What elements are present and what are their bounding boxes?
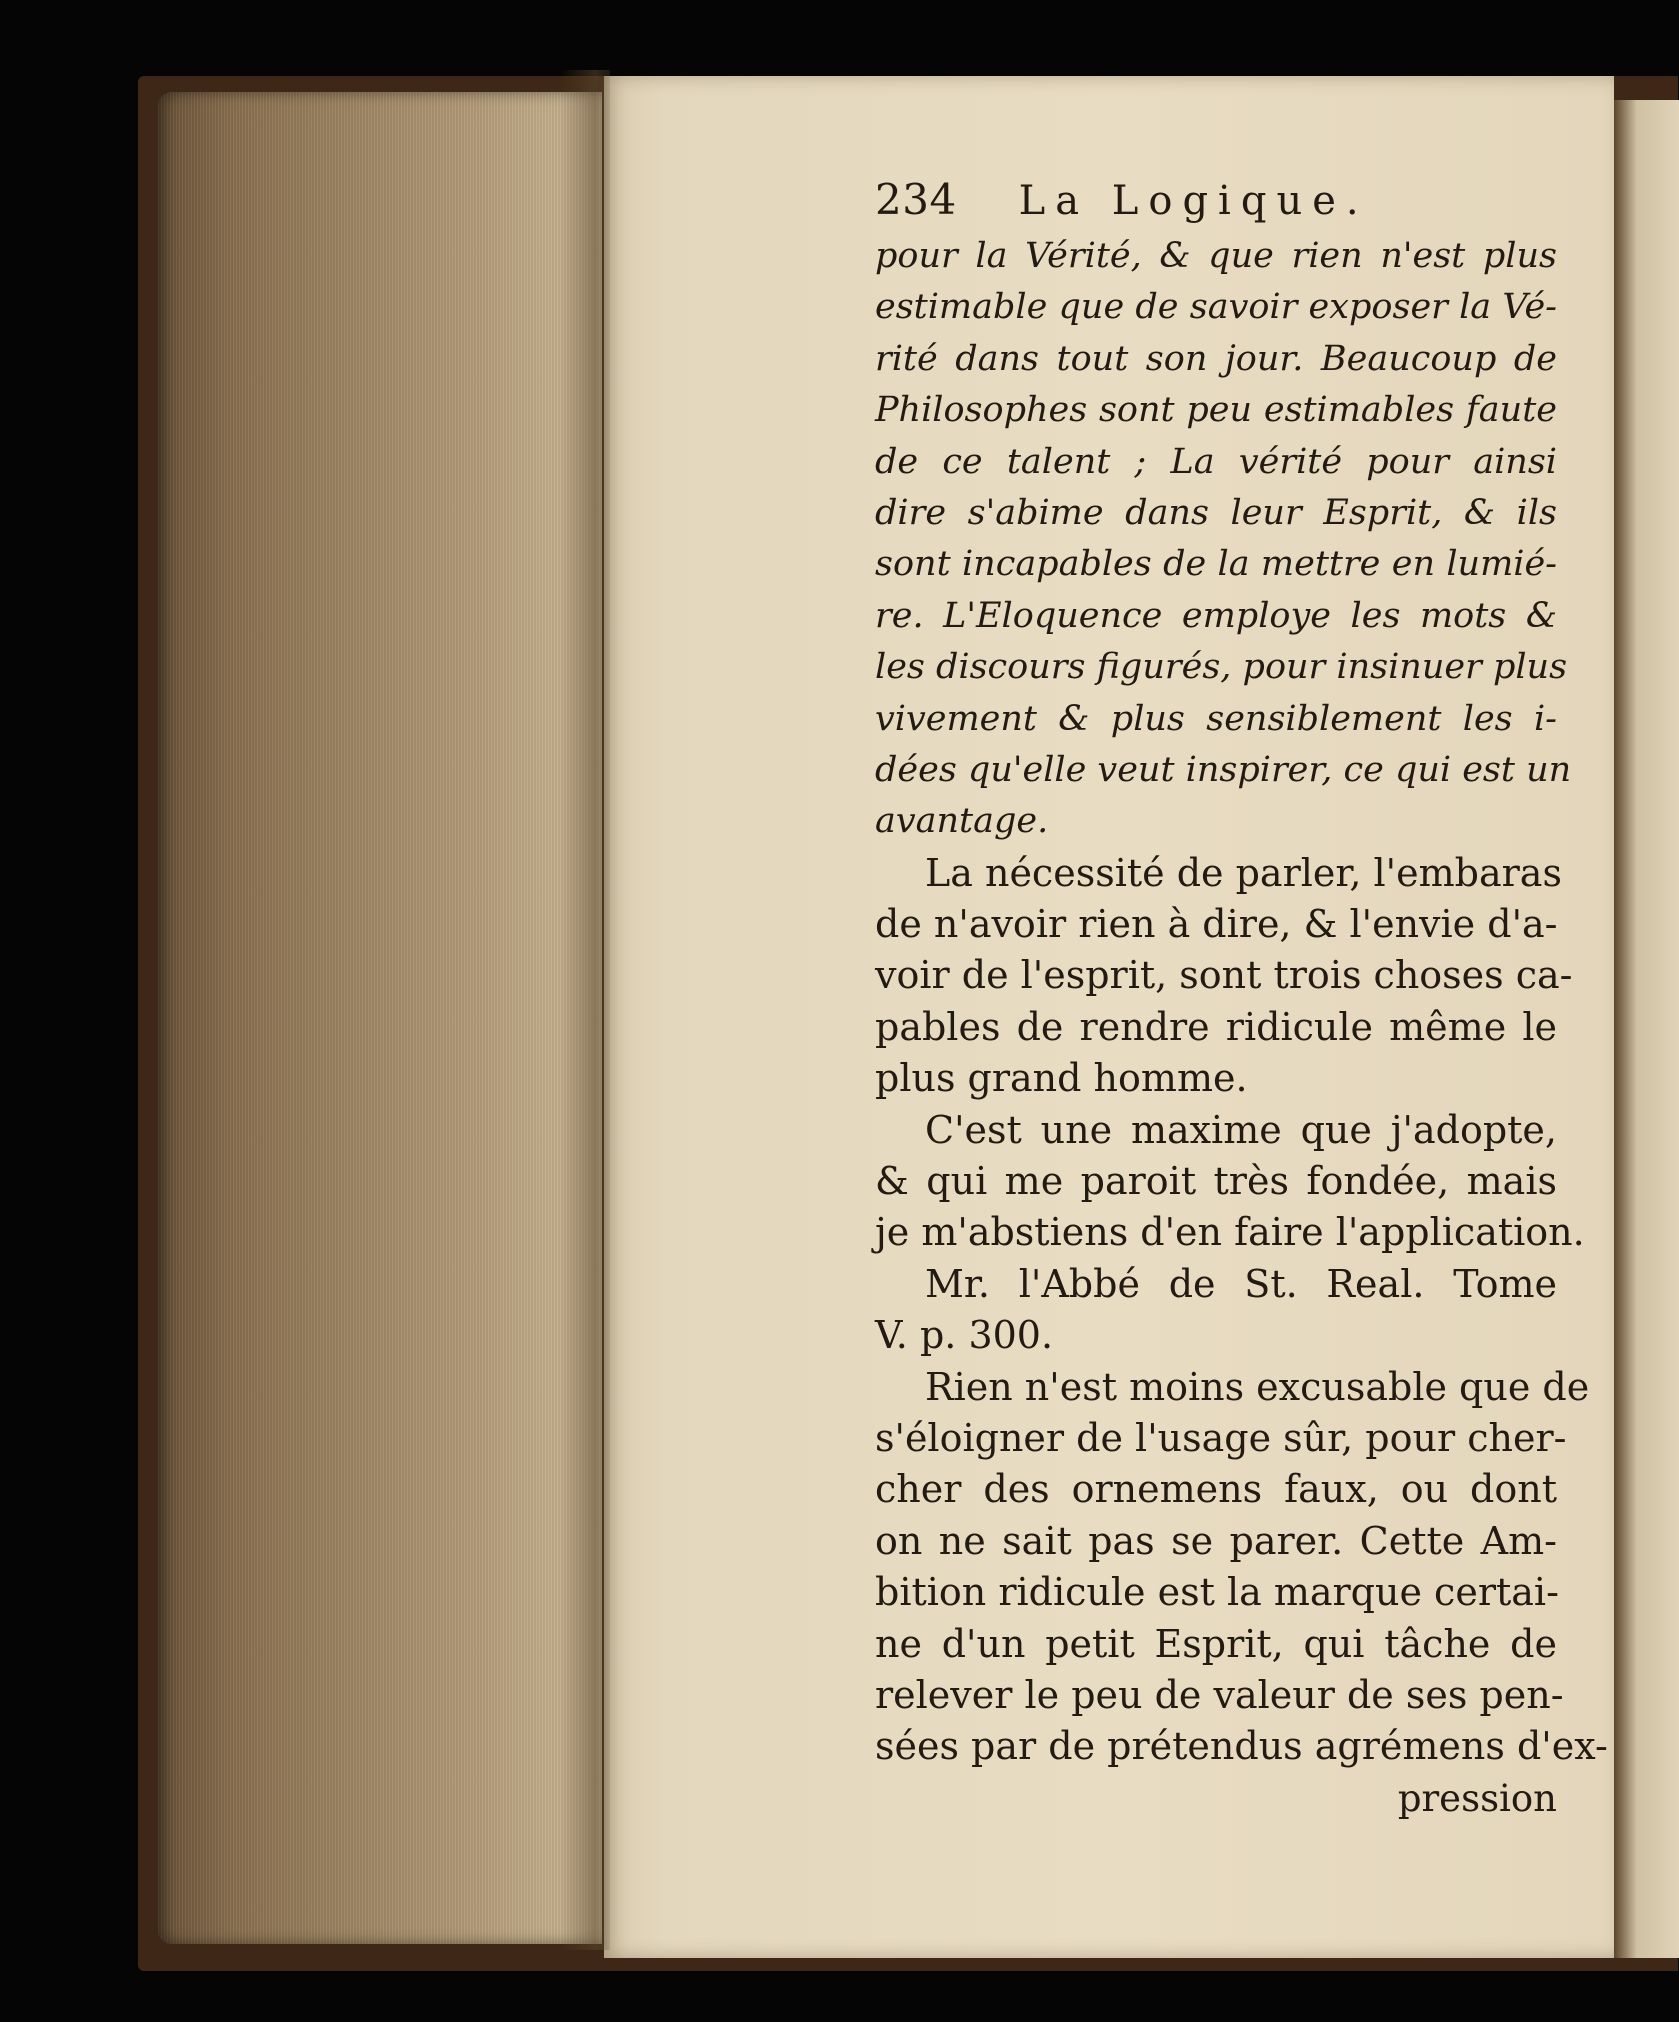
text-line: Philosophes sont peu estimables faute [875, 390, 1557, 431]
text-line: pables de rendre ridicule même le [875, 1004, 1557, 1049]
text-line: s'éloigner de l'usage sûr, pour cher- [875, 1415, 1567, 1460]
paragraph-necessite [875, 848, 1573, 1105]
running-head [875, 175, 1557, 231]
text-line: V. p. 300. [875, 1313, 1054, 1358]
text-line: avantage. [875, 801, 1049, 842]
text-line: Mr. l'Abbé de St. Real. Tome [925, 1261, 1557, 1306]
text-line: cher des ornemens faux, ou dont [875, 1467, 1557, 1512]
text-line: relever le peu de valeur de ses pen- [875, 1672, 1564, 1717]
text-line: rité dans tout son jour. Beaucoup de [875, 338, 1557, 379]
page-text [875, 175, 1608, 1824]
text-line: C'est une maxime que j'adopte, [925, 1107, 1557, 1152]
running-title: La Logique. [1018, 178, 1369, 224]
text-line: dire s'abime dans leur Esprit, & ils [875, 492, 1557, 533]
next-page-edge [1614, 100, 1679, 1958]
text-line: ne d'un petit Esprit, qui tâche de [875, 1621, 1557, 1666]
text-line: voir de l'esprit, sont trois choses ca- [875, 953, 1573, 998]
text-line: vivement & plus sensiblement les i- [875, 698, 1557, 739]
text-line: de ce talent ; La vérité pour ainsi [875, 441, 1557, 482]
text-line: plus grand homme. [875, 1056, 1248, 1101]
paragraph-rien [875, 1362, 1608, 1773]
text-line: re. L'Eloquence employe les mots & [875, 595, 1557, 636]
text-line: sées par de prétendus agrémens d'ex- [875, 1724, 1608, 1769]
page-fore-edge [158, 92, 602, 1944]
catchword: pression [1397, 1776, 1557, 1820]
text-line: bition ridicule est la marque certai- [875, 1570, 1559, 1615]
paragraph-maxime [875, 1105, 1585, 1259]
text-line: Rien n'est moins excusable que de [925, 1364, 1590, 1409]
text-line: sont incapables de la mettre en lumié- [875, 544, 1557, 585]
text-line: estimable que de savoir exposer la Vé- [875, 287, 1557, 328]
gutter-shadow [560, 70, 610, 1950]
text-line: je m'abstiens d'en faire l'application. [875, 1210, 1585, 1255]
text-line: dées qu'elle veut inspirer, ce qui est un [875, 749, 1572, 790]
text-line: pour la Vérité, & que rien n'est plus [875, 236, 1557, 276]
page-number: 234 [875, 175, 957, 224]
citation [875, 1259, 1557, 1362]
text-line: les discours figurés, pour insinuer plus [875, 647, 1568, 688]
text-line: de n'avoir rien à dire, & l'envie d'a- [875, 902, 1558, 947]
text-line: La nécessité de parler, l'embaras [925, 850, 1562, 895]
italic-passage [875, 231, 1572, 848]
text-line: on ne sait pas se parer. Cette Am- [875, 1518, 1557, 1563]
text-line: & qui me paroit très fondée, mais [875, 1159, 1557, 1204]
